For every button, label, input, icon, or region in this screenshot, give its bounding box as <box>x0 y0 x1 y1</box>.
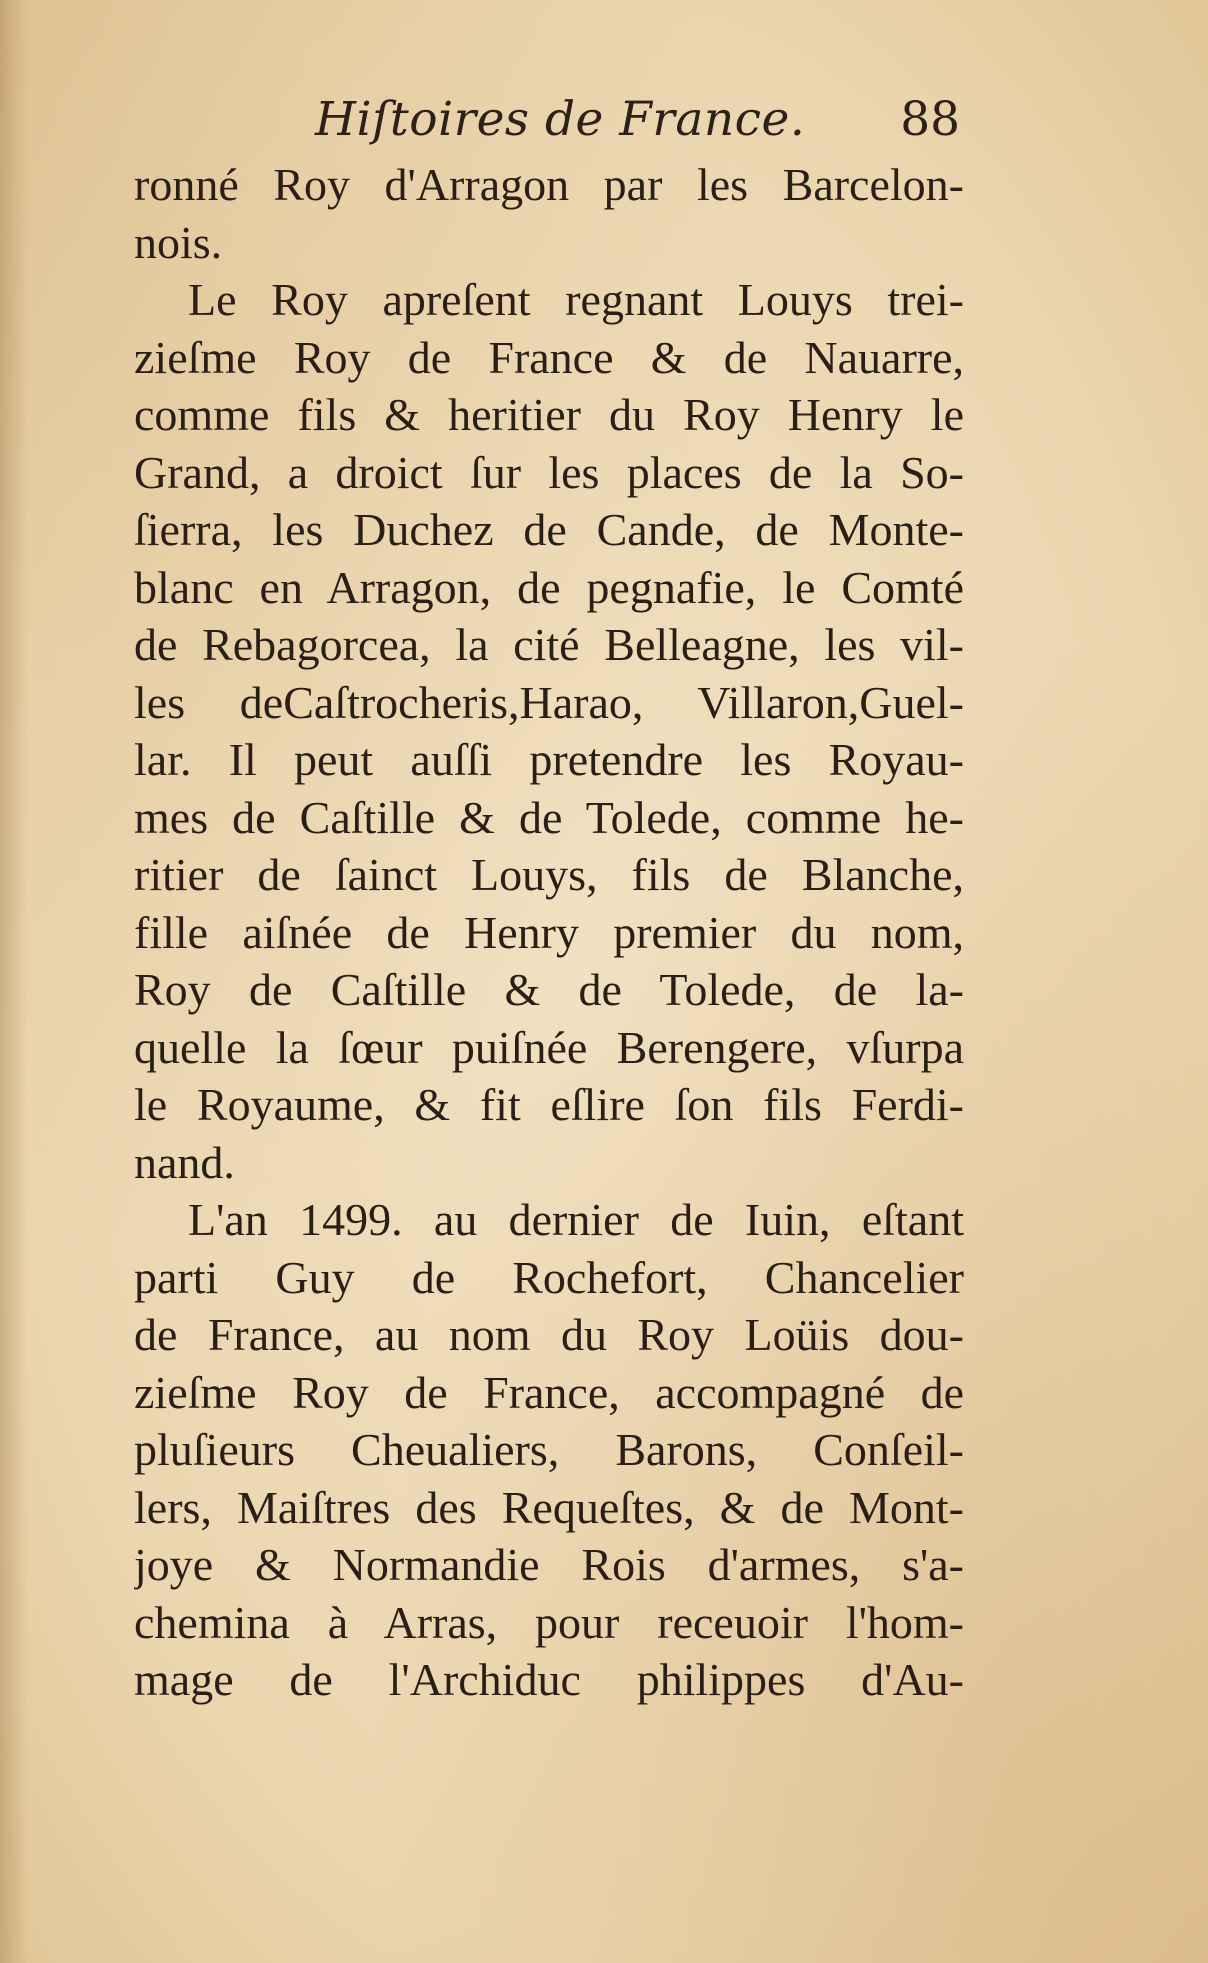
text-line: nand. <box>134 1136 235 1188</box>
text-line: ronné Roy d'Arragon par les Barcelon- <box>134 159 964 210</box>
paragraph-first-line: Le Roy apreſent regnant Louys trei- <box>188 274 964 325</box>
text-line: de Rebagorcea, la cité Belleagne, les vil- <box>134 619 964 670</box>
text-line: blanc en Arragon, de pegnafie, le Comté <box>134 561 964 613</box>
text-line: parti Guy de Rochefort, Chancelier <box>134 1251 964 1303</box>
text-line: zieſme Roy de France, accompagné de <box>134 1366 964 1418</box>
text-line: quelle la ſœur puiſnée Berengere, vſurpa <box>134 1021 964 1073</box>
binding-gutter-shadow <box>0 0 28 1963</box>
text-line: fille aiſnée de Henry premier du nom, <box>134 906 964 958</box>
page-number: 88 <box>900 92 960 147</box>
text-line: les deCaſtrocheris,Harao, Villaron,Guel- <box>134 676 964 728</box>
text-line: lers, Maiſtres des Requeſtes, & de Mont- <box>134 1481 964 1533</box>
text-line: ſierra, les Duchez de Cande, de Monte- <box>134 504 964 555</box>
text-line: pluſieurs Cheualiers, Barons, Conſeil- <box>134 1424 964 1475</box>
text-line: de France, au nom du Roy Loüis dou- <box>134 1309 964 1360</box>
paragraph-first-line: L'an 1499. au dernier de Iuin, eſtant <box>188 1194 964 1245</box>
page-header <box>130 92 960 164</box>
text-line: mes de Caſtille & de Tolede, comme he- <box>134 791 964 843</box>
text-line: Grand, a droict ſur les places de la So- <box>134 446 964 498</box>
text-line: lar. Il peut auſſi pretendre les Royau- <box>134 734 964 785</box>
running-title: Hiſtoires de France. <box>315 92 806 147</box>
text-line: joye & Normandie Rois d'armes, s'a- <box>134 1539 964 1590</box>
text-line: mage de l'Archiduc philippes d'Au- <box>134 1654 964 1705</box>
text-line: comme fils & heritier du Roy Henry le <box>134 389 964 440</box>
text-line: chemina à Arras, pour receuoir l'hom- <box>134 1596 964 1648</box>
text-line: zieſme Roy de France & de Nauarre, <box>134 331 964 383</box>
text-line: ritier de ſainct Louys, fils de Blanche, <box>134 849 964 900</box>
body-text <box>134 156 964 1709</box>
text-line: nois. <box>134 216 223 268</box>
text-line: le Royaume, & fit eſlire ſon fils Ferdi- <box>134 1079 964 1130</box>
text-line: Roy de Caſtille & de Tolede, de la- <box>134 964 964 1015</box>
